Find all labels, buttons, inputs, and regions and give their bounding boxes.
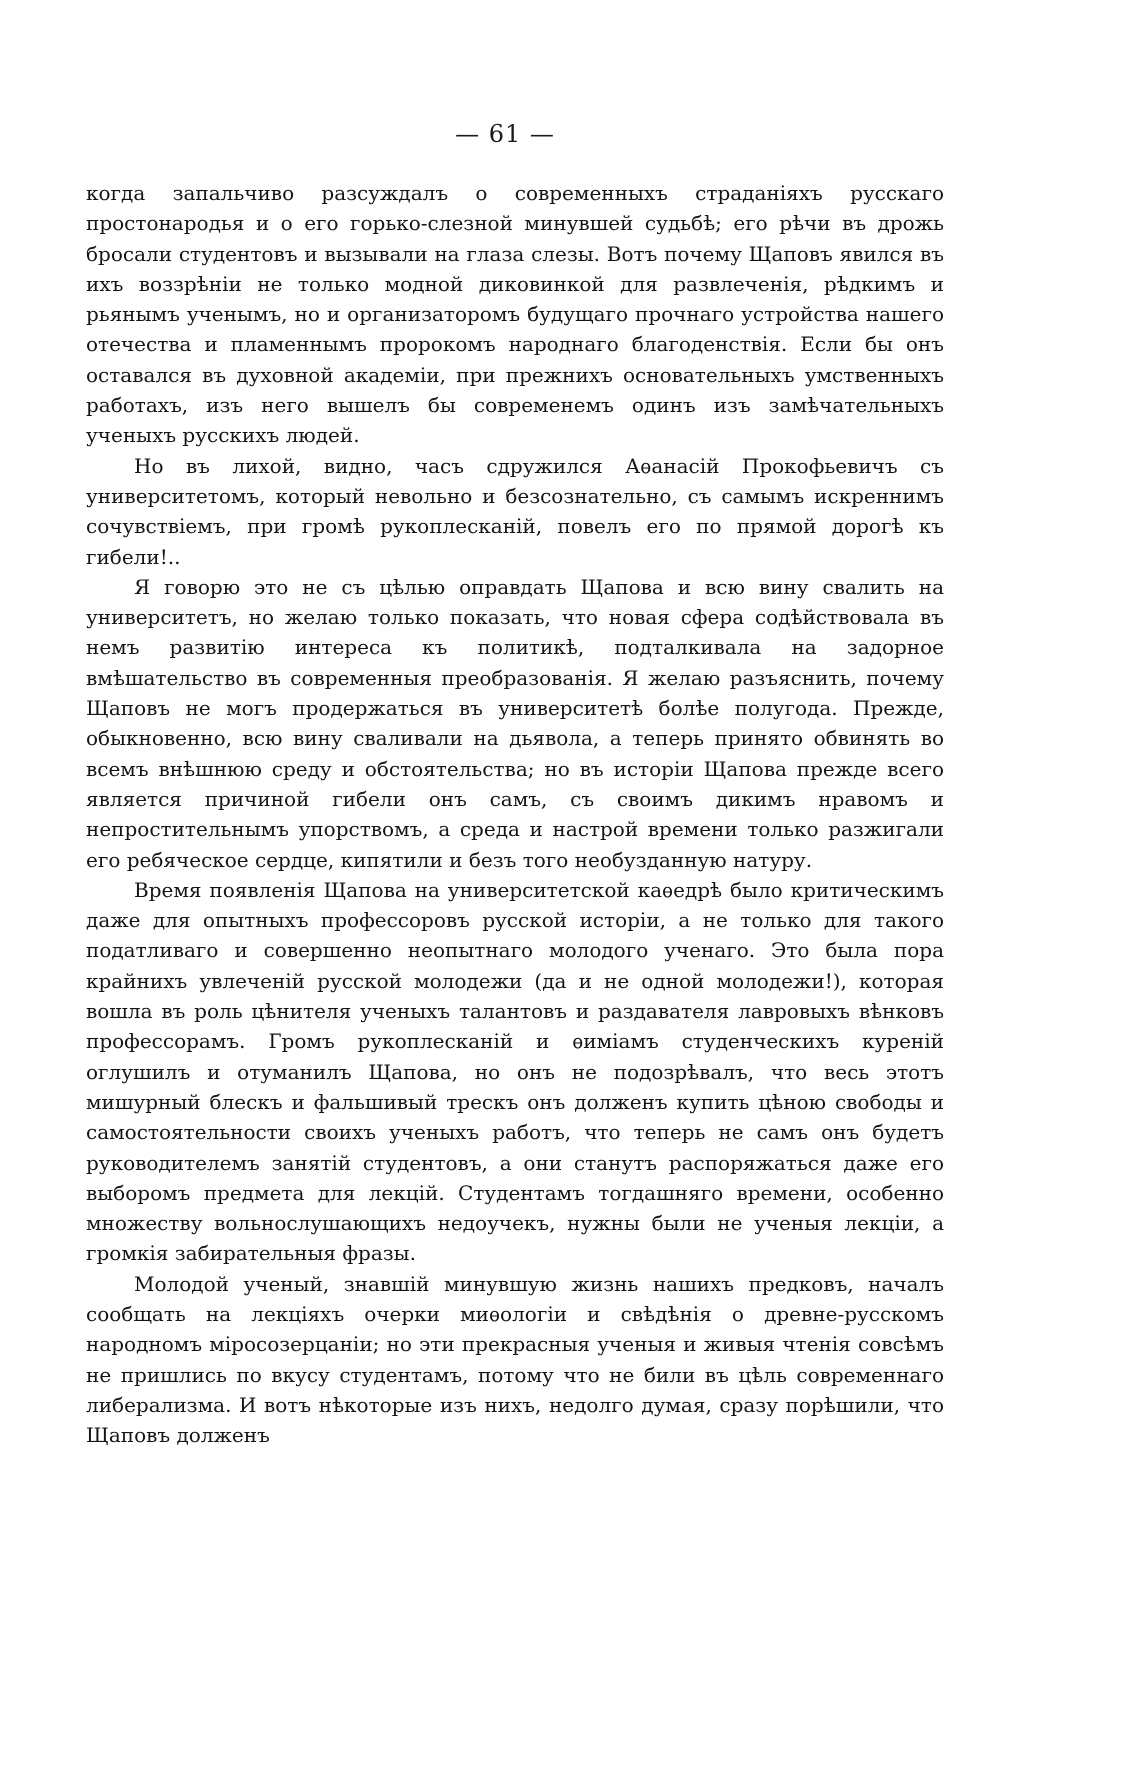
- paragraph-2: Но въ лихой, видно, часъ сдружился Аѳанасій Прокофьевичъ съ университетомъ, который невольно и безсознательно, съ самымъ искреннимъ сочувствіемъ, при громѣ рукоплесканій, повелъ его по прямой дорогѣ къ гибели!..: [86, 453, 944, 569]
- paragraph-4: Время появленія Щапова на университетской каѳедрѣ было критическимъ даже для опытныхъ профессоровъ русской исторіи, а не только для такого податливаго и совершенно неопытнаго молодого ученаго. Это была пора крайнихъ увлеченій русской молодежи (да и не одной молодежи!), которая вошла въ роль цѣнителя ученыхъ талантовъ и раздавателя лавровыхъ вѣнковъ профессорамъ. Громъ рукоплесканій и ѳиміамъ студенческихъ куреній оглушилъ и отуманилъ Щапова, но онъ не подозрѣвалъ, что весь этотъ мишурный блескъ и фальшивый трескъ онъ долженъ купить цѣною свободы и самостоятельности своихъ ученыхъ работъ, что теперь не самъ онъ будетъ руководителемъ занятій студентовъ, а они станутъ распоряжаться даже его выборомъ предмета для лекцій. Студентамъ тогдашняго времени, особенно множеству вольнослушающихъ недоучекъ, нужны были не ученыя лекціи, а громкія забирательныя фразы.: [86, 877, 944, 1266]
- paragraph-1: когда запальчиво разсуждалъ о современныхъ страданіяхъ русскаго простонародья и о его горько-слезной минувшей судьбѣ; его рѣчи въ дрожь бросали студентовъ и вызывали на глаза слезы. Вотъ почему Щаповъ явился въ ихъ воззрѣніи не только модной диковинкой для развлеченія, рѣдкимъ и рьянымъ ученымъ, но и организаторомъ будущаго прочнаго устройства нашего отечества и пламеннымъ пророкомъ народнаго благоденствія. Если бы онъ оставался въ духовной академіи, при прежнихъ основательныхъ умственныхъ работахъ, изъ него вышелъ бы современемъ одинъ изъ замѣчательныхъ ученыхъ русскихъ людей.: [86, 181, 944, 448]
- body-text: [86, 178, 944, 1450]
- page-number: — 61 —: [455, 120, 555, 148]
- paragraph-5: Молодой ученый, знавшій минувшую жизнь нашихъ предковъ, началъ сообщать на лекціяхъ очерки миѳологіи и свѣдѣнія о древне-русскомъ народномъ міросозерцаніи; но эти прекрасныя ученыя и живыя чтенія совсѣмъ не пришлись по вкусу студентамъ, потому что не били въ цѣль современнаго либерализма. И вотъ нѣкоторые изъ нихъ, недолго думая, сразу порѣшили, что Щаповъ долженъ: [86, 1271, 944, 1448]
- paragraph-3: Я говорю это не съ цѣлью оправдать Щапова и всю вину свалить на университетъ, но желаю только показать, что новая сфера содѣйствовала въ немъ развитію интереса къ политикѣ, подталкивала на задорное вмѣшательство въ современныя преобразованія. Я желаю разъяснить, почему Щаповъ не могъ продержаться въ университетѣ болѣе полугода. Прежде, обыкновенно, всю вину сваливали на дьявола, а теперь принято обвинять во всемъ внѣшнюю среду и обстоятельства; но въ исторіи Щапова прежде всего является причиной гибели онъ самъ, съ своимъ дикимъ нравомъ и непростительнымъ упорствомъ, а среда и настрой времени только разжигали его ребяческое сердце, кипятили и безъ того необузданную натуру.: [86, 574, 944, 872]
